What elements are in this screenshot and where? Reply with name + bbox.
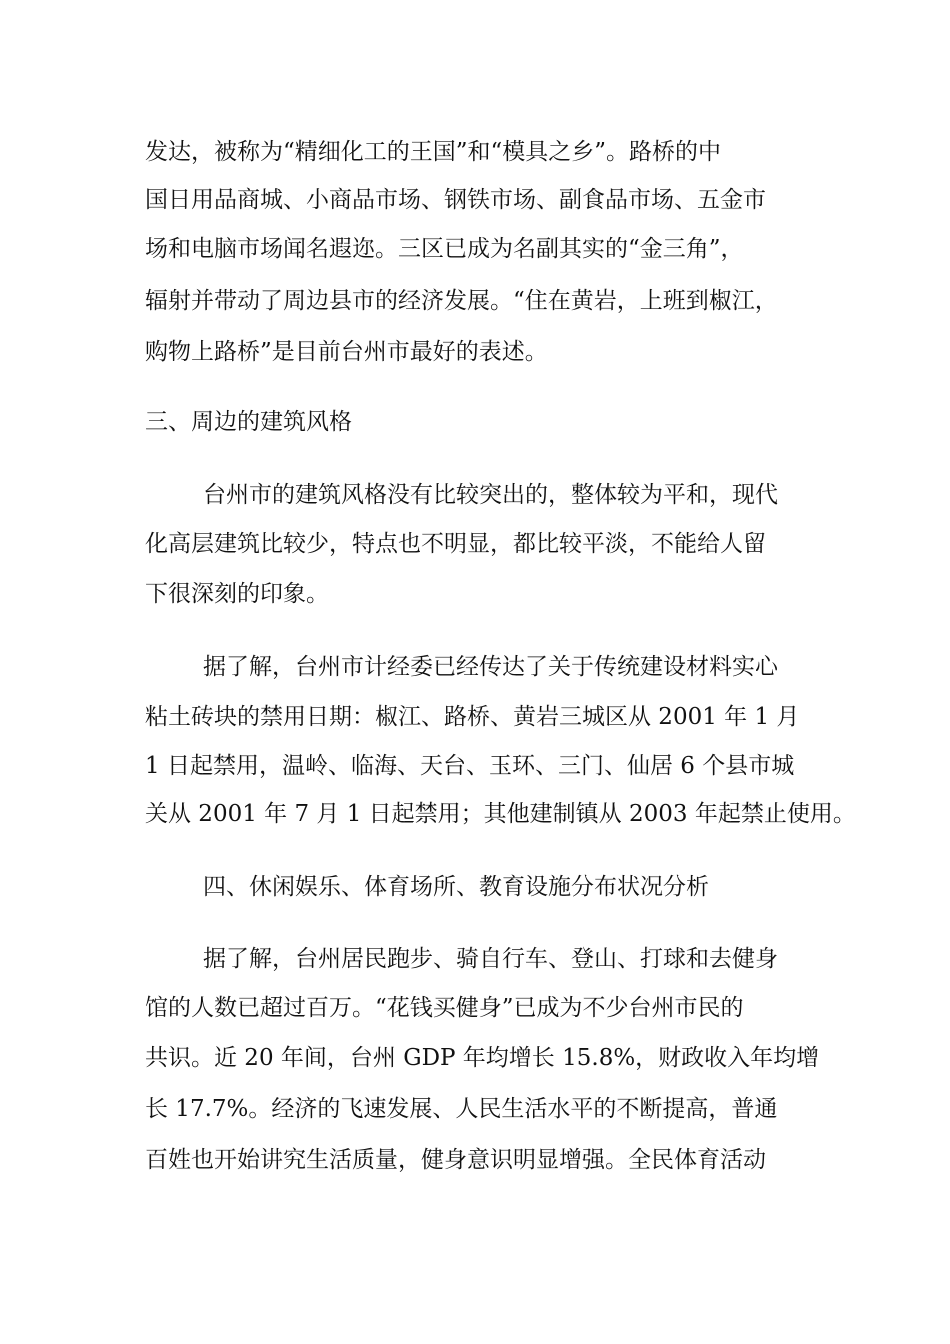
paragraph-line: 购物上路桥”是目前台州市最好的表述。	[145, 339, 548, 365]
paragraph-line: 辐射并带动了周边县市的经济发展。“住在黄岩，上班到椒江，	[145, 288, 778, 314]
paragraph-line: 国日用品商城、小商品市场、钢铁市场、副食品市场、五金市	[145, 187, 766, 213]
paragraph-line: 粘土砖块的禁用日期：椒江、路桥、黄岩三城区从 2001 年 1 月	[145, 704, 800, 730]
paragraph-line: 场和电脑市场闻名遐迩。三区已成为名副其实的“金三角”，	[145, 236, 744, 262]
paragraph-line: 化高层建筑比较少，特点也不明显，都比较平淡，不能给人留	[145, 531, 766, 557]
paragraph-line: 百姓也开始讲究生活质量，健身意识明显增强。全民体育活动	[145, 1147, 766, 1173]
paragraph-line: 下很深刻的印象。	[145, 581, 329, 607]
paragraph-line: 长 17.7%。经济的飞速发展、人民生活水平的不断提高，普通	[145, 1096, 778, 1122]
section-heading: 三、周边的建筑风格	[145, 409, 352, 435]
section-heading: 四、休闲娱乐、体育场所、教育设施分布状况分析	[203, 874, 709, 900]
paragraph-line: 据了解，台州市计经委已经传达了关于传统建设材料实心	[203, 654, 778, 680]
paragraph-line: 关从 2001 年 7 月 1 日起禁用；其他建制镇从 2003 年起禁止使用。	[145, 801, 856, 827]
paragraph-line: 馆的人数已超过百万。“花钱买健身”已成为不少台州市民的	[145, 995, 744, 1021]
paragraph-line: 台州市的建筑风格没有比较突出的，整体较为平和，现代	[203, 482, 778, 508]
paragraph-line: 共识。近 20 年间，台州 GDP 年均增长 15.8%，财政收入年均增	[145, 1045, 820, 1071]
paragraph-line: 据了解，台州居民跑步、骑自行车、登山、打球和去健身	[203, 946, 778, 972]
paragraph-line: 发达，被称为“精细化工的王国”和“模具之乡”。路桥的中	[145, 139, 722, 165]
paragraph-line: 1 日起禁用，温岭、临海、天台、玉环、三门、仙居 6 个县市城	[145, 753, 795, 779]
